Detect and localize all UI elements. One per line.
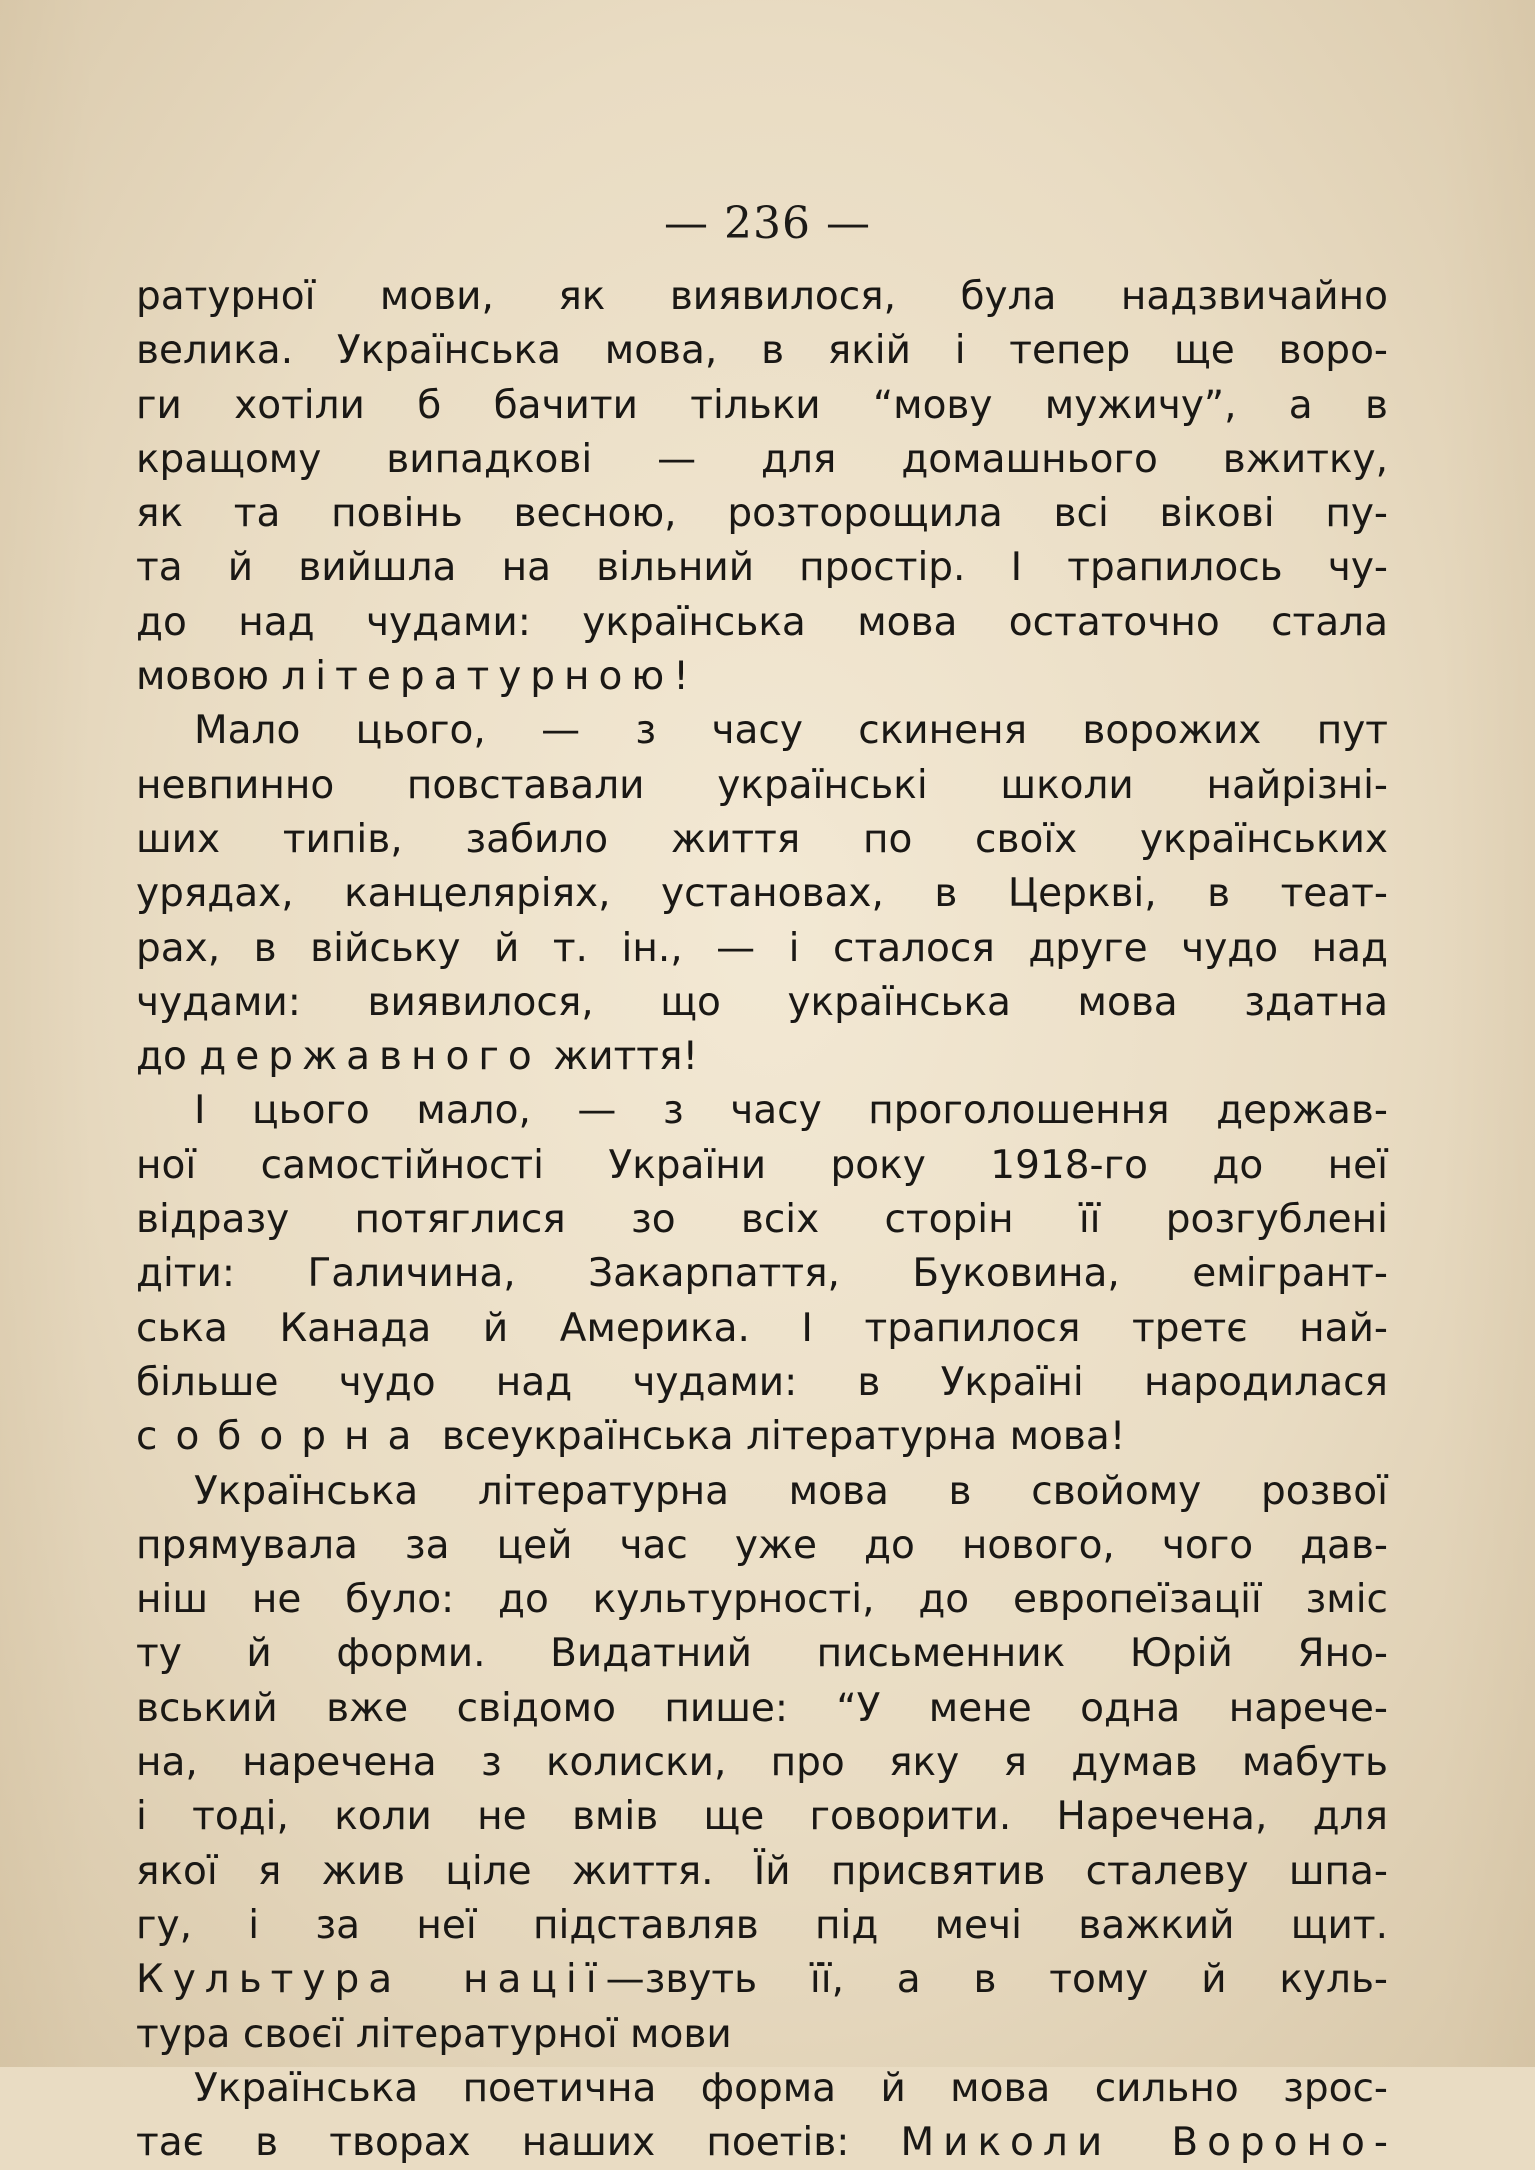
page-number: — 236 — (664, 198, 871, 249)
text-line: ги хотіли б бачити тільки “мову мужичу”, а в (136, 382, 1388, 428)
emphasized-text: Миколи Вороно (900, 2120, 1374, 2166)
text-line: та й вийшла на вільний простір. І трапилось чу- (136, 545, 1388, 591)
text-line: тура своєї літературної мови (136, 2011, 732, 2057)
text-line: ратурної мови, як виявилося, була надзвичайно (136, 274, 1388, 319)
text-segment: життя! (540, 1034, 699, 1080)
text-line: кращому випадкові — для домашнього вжитку, (136, 436, 1388, 482)
text-segment: ! (673, 654, 689, 700)
text-line: до над чудами: українська мова остаточно стала (136, 599, 1388, 645)
text-line: ська Канада й Америка. І трапилося третє най- (136, 1305, 1388, 1351)
text-line: рах, в війську й т. ін., — і сталося друге чудо над (136, 925, 1388, 971)
emphasized-text: Культура нації (136, 1957, 606, 2003)
emphasized-text: соборна (136, 1414, 430, 1460)
text-line: на, наречена з колиски, про яку я думав мабуть (136, 1740, 1388, 1786)
text-line (136, 2116, 1388, 2170)
text-line: діти: Галичина, Закарпаття, Буковина, емігрант- (136, 1251, 1388, 1297)
emphasized-text: літературною (281, 654, 674, 700)
text-line: Українська поетична форма й мова сильно зрос- (194, 2065, 1388, 2111)
text-line: Мало цього, — з часу скиненя ворожих пут (194, 708, 1388, 754)
text-line: якої я жив ціле життя. Їй присвятив сталеву шпа- (136, 1848, 1388, 1894)
text-segment: всеукраїнська літературна мова! (429, 1414, 1126, 1460)
text-segment: —звуть її, а в тому й куль- (605, 1957, 1388, 2003)
text-line: невпинно повставали українські школи найрізні- (136, 762, 1388, 808)
text-line: ніш не було: до культурності, до европеїзації зміс (136, 1577, 1388, 1623)
text-line: гу, і за неї підставляв під мечі важкий щит. (136, 1902, 1388, 1948)
text-line: ших типів, забило життя по своїх українських (136, 816, 1388, 862)
text-line: чудами: виявилося, що українська мова здатна (136, 979, 1388, 1025)
text-line: прямувала за цей час уже до нового, чого дав- (136, 1522, 1388, 1568)
text-line: ту й форми. Видатний письменник Юрій Яно- (136, 1631, 1388, 1677)
text-line: урядах, канцеляріях, установах, в Церкві, в теат- (136, 871, 1388, 917)
text-line: І цього мало, — з часу проголошення держав- (194, 1088, 1388, 1134)
text-line: вський вже свідомо пише: “У мене одна нарече- (136, 1685, 1388, 1731)
text-segment: до (136, 1034, 200, 1080)
text-line: як та повінь весною, розторощила всі вікові пу- (136, 491, 1388, 537)
text-line: відразу потяглися зо всіх сторін її розгублені (136, 1197, 1388, 1243)
text-line: Українська літературна мова в свойому розвої (194, 1468, 1388, 1514)
body-text (136, 270, 1388, 2170)
text-line: ної самостійності України року 1918-го до неї (136, 1142, 1388, 1188)
text-line: велика. Українська мова, в якій і тепер ще воро- (136, 328, 1388, 374)
text-segment: мовою (136, 654, 282, 700)
text-line (136, 1410, 1388, 1464)
text-line: і тоді, коли не вмів ще говорити. Наречена, для (136, 1794, 1388, 1840)
text-line: більше чудо над чудами: в Україні народилася (136, 1359, 1388, 1405)
text-line (136, 650, 1388, 704)
text-line (136, 1030, 1388, 1084)
text-segment: - (1373, 2120, 1388, 2166)
emphasized-text: державного (199, 1034, 541, 1080)
text-segment: тає в творах наших поетів: (136, 2120, 901, 2166)
text-line (136, 1953, 1388, 2007)
